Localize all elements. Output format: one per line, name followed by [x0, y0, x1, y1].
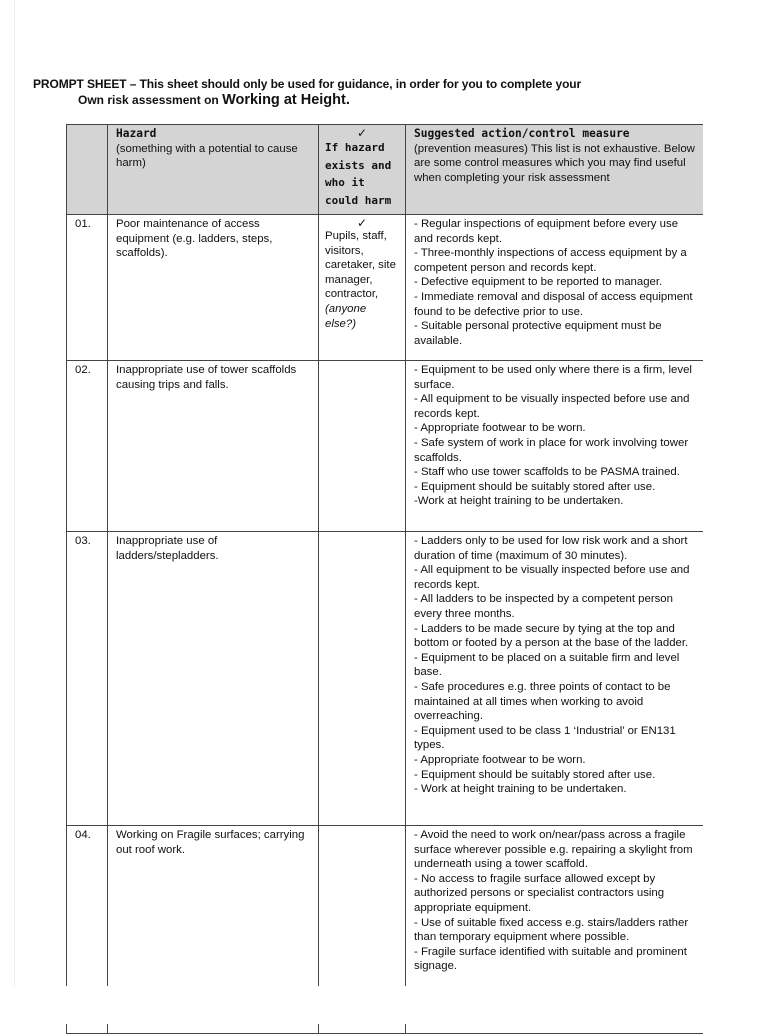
hazard-cell: Inappropriate use of tower scaffolds causing trips and falls.	[108, 361, 319, 532]
header-line-1: PROMPT SHEET – This sheet should only be used for guidance, in order for you to complete your	[33, 77, 582, 91]
measure-item: - Appropriate footwear to be worn.	[414, 422, 586, 435]
measure-item: - Fragile surface identified with suitable and prominent signage.	[414, 945, 687, 973]
measure-item: - Use of suitable fixed access e.g. stairs/ladders rather than temporary equipment where possible.	[414, 916, 689, 944]
measures-list	[414, 534, 697, 797]
who-list-text: Pupils, staff, visitors, caretaker, site manager, contractor,	[325, 230, 396, 301]
measure-item: - Safe procedures e.g. three points of contact to be maintained at all times when working to avoid overreaching.	[414, 680, 671, 723]
measure-item: - All ladders to be inspected by a competent person every three months.	[414, 593, 673, 620]
measure-item: - Safe system of work in place for work involving tower scaffolds.	[414, 436, 689, 464]
action-column-subtitle: (prevention measures) This list is not exhaustive. Below are some control measures which you may find useful when completing your risk assessment	[414, 142, 695, 184]
who-cell	[319, 361, 406, 532]
measure-item: - Immediate removal and disposal of access equipment found to be defective prior to use.	[414, 290, 693, 318]
who-list-italic: (anyone else?)	[325, 302, 367, 330]
measures-list	[414, 217, 697, 348]
measure-item: - Staff who use tower scaffolds to be PASMA trained.	[414, 466, 680, 479]
row-number: 04.	[67, 826, 108, 1034]
header-topic: Working at Height.	[222, 92, 350, 108]
row-number: 01.	[67, 215, 108, 361]
header-line-2	[33, 92, 733, 108]
table-row	[67, 532, 704, 826]
table-header-row	[67, 125, 704, 215]
measure-item: -Work at height training to be undertaken.	[414, 495, 624, 508]
header-number-cell	[67, 125, 108, 215]
measure-item: - Equipment to be placed on a suitable firm and level base.	[414, 651, 680, 679]
row-number: 02.	[67, 361, 108, 532]
hazard-column-title: Hazard	[116, 127, 157, 140]
hazard-cell: Inappropriate use of ladders/stepladders.	[108, 532, 319, 826]
measures-cell	[406, 532, 704, 826]
checkmark-icon: ✓	[356, 126, 368, 140]
measures-list	[414, 828, 697, 974]
checkmark-icon: ✓	[356, 216, 368, 230]
who-column-title: If hazard exists and who it could harm	[325, 141, 392, 207]
who-cell	[319, 532, 406, 826]
measure-item: - Avoid the need to work on/near/pass across a fragile surface wherever possible e.g. repairing a skylight from underneath using a tower scaffold.	[414, 829, 693, 871]
measure-item: - No access to fragile surface allowed except by authorized persons or specialist contractors using appropriate equipment.	[414, 872, 665, 914]
measures-list	[414, 363, 697, 509]
risk-assessment-table	[66, 124, 703, 1034]
measure-item: - All equipment to be visually inspected before use and records kept.	[414, 564, 690, 591]
action-column-title: Suggested action/control measure	[414, 127, 630, 140]
measure-item: - Equipment to be used only where there is a firm, level surface.	[414, 364, 692, 391]
measure-item: - Defective equipment to be reported to manager.	[414, 276, 663, 289]
header-line-2-prefix: Own risk assessment on	[78, 93, 223, 107]
row-number: 03.	[67, 532, 108, 826]
page-bottom-mask	[0, 986, 768, 1024]
measure-item: - Equipment used to be class 1 ‘Industrial’ or EN131 types.	[414, 724, 676, 752]
header-who-cell	[319, 125, 406, 215]
measure-item: - Ladders to be made secure by tying at the top and bottom or footed by a person at the base of the ladder.	[414, 622, 689, 650]
page-edge	[14, 0, 15, 1024]
measure-item: - Suitable personal protective equipment must be available.	[414, 320, 662, 347]
measure-item: - All equipment to be visually inspected before use and records kept.	[414, 393, 690, 420]
header-hazard-cell	[108, 125, 319, 215]
measure-item: - Appropriate footwear to be worn.	[414, 753, 586, 766]
measure-item: - Three-monthly inspections of access equipment by a competent person and records kept.	[414, 247, 687, 274]
who-cell	[319, 215, 406, 361]
measures-cell	[406, 215, 704, 361]
measure-item: - Work at height training to be undertaken.	[414, 783, 627, 796]
table-row	[67, 215, 704, 361]
measures-cell	[406, 361, 704, 532]
document-header	[33, 77, 733, 108]
measure-item: - Ladders only to be used for low risk work and a short duration of time (maximum of 30 minutes).	[414, 535, 688, 562]
header-action-cell	[406, 125, 704, 215]
hazard-cell: Working on Fragile surfaces; carrying out roof work.	[108, 826, 319, 1034]
table-row	[67, 361, 704, 532]
hazard-cell: Poor maintenance of access equipment (e.g. ladders, steps, scaffolds).	[108, 215, 319, 361]
measure-item: - Equipment should be suitably stored after use.	[414, 768, 656, 781]
measure-item: - Regular inspections of equipment before every use and records kept.	[414, 218, 679, 245]
hazard-column-subtitle: (something with a potential to cause harm)	[116, 142, 298, 170]
measure-item: - Equipment should be suitably stored after use.	[414, 480, 656, 493]
